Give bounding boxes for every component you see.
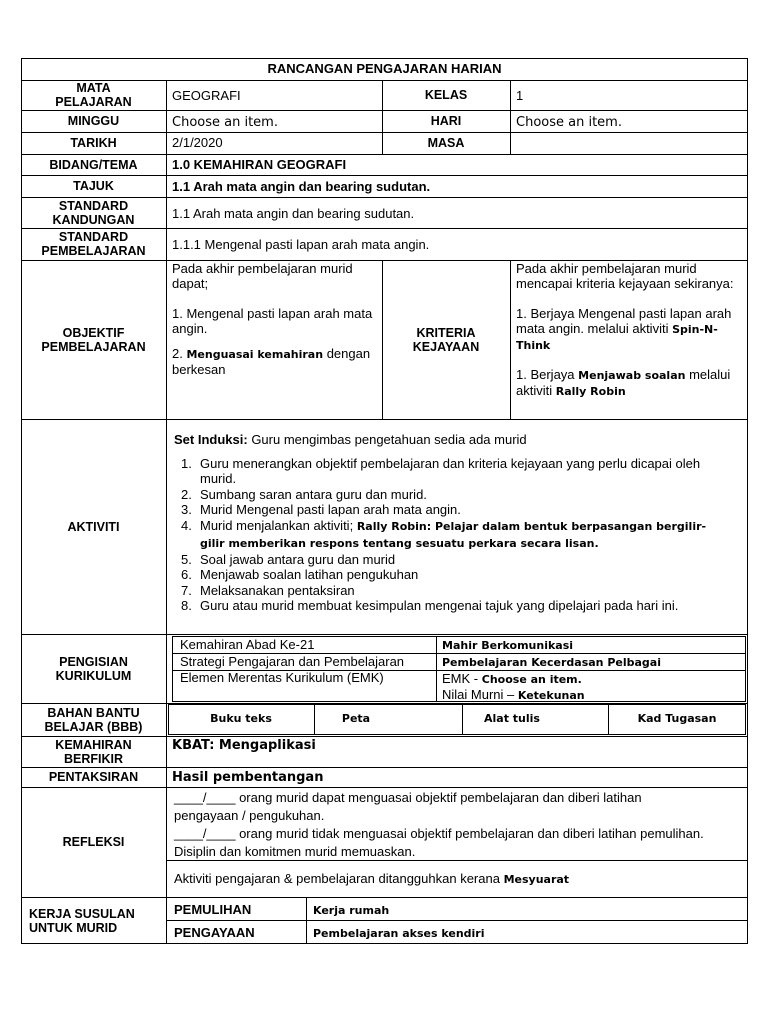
kriteria-label: KRITERIA KEJAYAAN: [412, 325, 480, 354]
kelas-label: KELAS: [424, 88, 468, 102]
pemulihan-label: PEMULIHAN: [174, 902, 252, 917]
minggu-label: MINGGU: [67, 114, 120, 128]
objektif-item-1: 1. Mengenal pasti lapan arah mata angin.: [172, 306, 373, 336]
list-item: 3. Murid Mengenal pasti lapan arah mata angin.: [181, 502, 461, 517]
tajuk-label: TAJUK: [73, 179, 114, 193]
mata-pelajaran-label: MATA PELAJARAN: [55, 81, 132, 109]
tarikh-label: TARIKH: [70, 136, 117, 150]
objektif-content[interactable]: [166, 261, 382, 377]
refleksi-label: REFLEKSI: [62, 835, 125, 849]
kriteria-item-1: 1. Berjaya Mengenal pasti lapan arah mata angin. melalui aktiviti Spin-N-Think: [516, 306, 732, 352]
bbb-item[interactable]: Kad Tugasan: [637, 712, 717, 725]
objektif-intro: Pada akhir pembelajaran murid dapat;: [172, 261, 353, 291]
bidang-value[interactable]: 1.0 KEMAHIRAN GEOGRAFI: [172, 157, 347, 172]
standard-pembelajaran-value[interactable]: 1.1.1 Mengenal pasti lapan arah mata angin.: [172, 237, 430, 252]
list-item: 1. Guru menerangkan objektif pembelajaran dan kriteria kejayaan yang perlu dicapai oleh murid.: [181, 455, 701, 486]
masa-label: MASA: [427, 136, 465, 150]
objektif-item-2: 2. Menguasai kemahiran dengan berkesan: [172, 346, 371, 377]
list-item: 4. Murid menjalankan aktiviti; Rally Robin: Pelajar dalam bentuk berpasangan bergilir-gilir memberikan respons tentang sesuatu perkara secara lisan.: [181, 517, 707, 550]
standard-kandungan-label: STANDARD KANDUNGAN: [52, 198, 135, 227]
strategi-value[interactable]: Pembelajaran Kecerdasan Pelbagai: [442, 656, 661, 669]
kerja-susulan-label: KERJA SUSULAN UNTUK MURID: [29, 906, 135, 935]
bidang-label: BIDANG/TEMA: [49, 157, 138, 172]
objektif-label: OBJEKTIF PEMBELAJARAN: [41, 325, 146, 354]
pentaksiran-value[interactable]: Hasil pembentangan: [172, 770, 324, 785]
abad21-value[interactable]: Mahir Berkomunikasi: [442, 639, 574, 652]
minggu-dropdown[interactable]: Choose an item.: [172, 115, 278, 130]
aktiviti-label: AKTIVITI: [67, 519, 120, 534]
pengayaan-value[interactable]: Pembelajaran akses kendiri: [313, 927, 485, 940]
abad21-label: Kemahiran Abad Ke-21: [180, 637, 315, 652]
bbb-item[interactable]: Alat tulis: [484, 712, 540, 725]
aktiviti-steps: [174, 456, 728, 614]
bbb-item[interactable]: Peta: [341, 712, 371, 725]
kemahiran-label: KEMAHIRAN BERFIKIR: [55, 737, 132, 766]
pentaksiran-label: PENTAKSIRAN: [48, 770, 139, 784]
refleksi-line-3[interactable]: Aktiviti pengajaran & pembelajaran ditangguhkan kerana Mesyuarat: [174, 871, 570, 886]
mata-pelajaran-value[interactable]: GEOGRAFI: [172, 88, 241, 103]
kriteria-item-2: 1. Berjaya Menjawab soalan melalui aktiviti Rally Robin: [516, 367, 731, 398]
refleksi-line-1: ____/____ orang murid dapat menguasai objektif pembelajaran dan diberi latihan pengayaan / pengukuhan.: [174, 790, 642, 823]
kemahiran-value[interactable]: KBAT: Mengaplikasi: [172, 738, 316, 753]
standard-kandungan-value[interactable]: 1.1 Arah mata angin dan bearing sudutan.: [172, 206, 415, 221]
refleksi-line-2: ____/____ orang murid tidak menguasai objektif pembelajaran dan diberi latihan pemulihan. Disiplin dan komitmen murid memuaskan.: [174, 826, 704, 859]
list-item: 7. Melaksanakan pentaksiran: [181, 582, 355, 598]
pengayaan-label: PENGAYAAN: [174, 925, 255, 940]
list-item: 6. Menjawab soalan latihan pengukuhan: [181, 567, 419, 582]
emk-value[interactable]: EMK - Choose an item.: [442, 671, 582, 686]
bbb-label: BAHAN BANTU BELAJAR (BBB): [44, 705, 143, 734]
kelas-value[interactable]: 1: [516, 88, 524, 103]
aktiviti-content[interactable]: [166, 432, 748, 614]
standard-pembelajaran-label: STANDARD PEMBELAJARAN: [41, 230, 146, 258]
refleksi-content[interactable]: [166, 789, 748, 861]
list-item: 5. Soal jawab antara guru dan murid: [181, 551, 396, 567]
list-item: 8. Guru atau murid membuat kesimpulan mengenai tajuk yang dipelajari pada hari ini.: [181, 598, 679, 613]
strategi-label: Strategi Pengajaran dan Pembelajaran: [180, 654, 405, 669]
kriteria-intro: Pada akhir pembelajaran murid mencapai kriteria kejayaan sekiranya:: [516, 261, 734, 291]
nilai-murni-value[interactable]: Nilai Murni – Ketekunan: [442, 687, 585, 702]
tajuk-value[interactable]: 1.1 Arah mata angin dan bearing sudutan.: [172, 179, 431, 194]
kriteria-content[interactable]: [510, 261, 748, 399]
set-induksi: Set Induksi: Guru mengimbas pengetahuan sedia ada murid: [174, 432, 527, 447]
hari-label: HARI: [430, 114, 462, 128]
tarikh-value[interactable]: 2/1/2020: [172, 135, 223, 150]
page-title: RANCANGAN PENGAJARAN HARIAN: [267, 61, 502, 76]
list-item: 2. Sumbang saran antara guru dan murid.: [181, 486, 427, 502]
pemulihan-value[interactable]: Kerja rumah: [313, 904, 390, 917]
bbb-item[interactable]: Buku teks: [210, 712, 272, 725]
emk-label: Elemen Merentas Kurikulum (EMK): [180, 670, 384, 685]
pengisian-label: PENGISIAN KURIKULUM: [55, 654, 132, 683]
hari-dropdown[interactable]: Choose an item.: [516, 115, 622, 130]
